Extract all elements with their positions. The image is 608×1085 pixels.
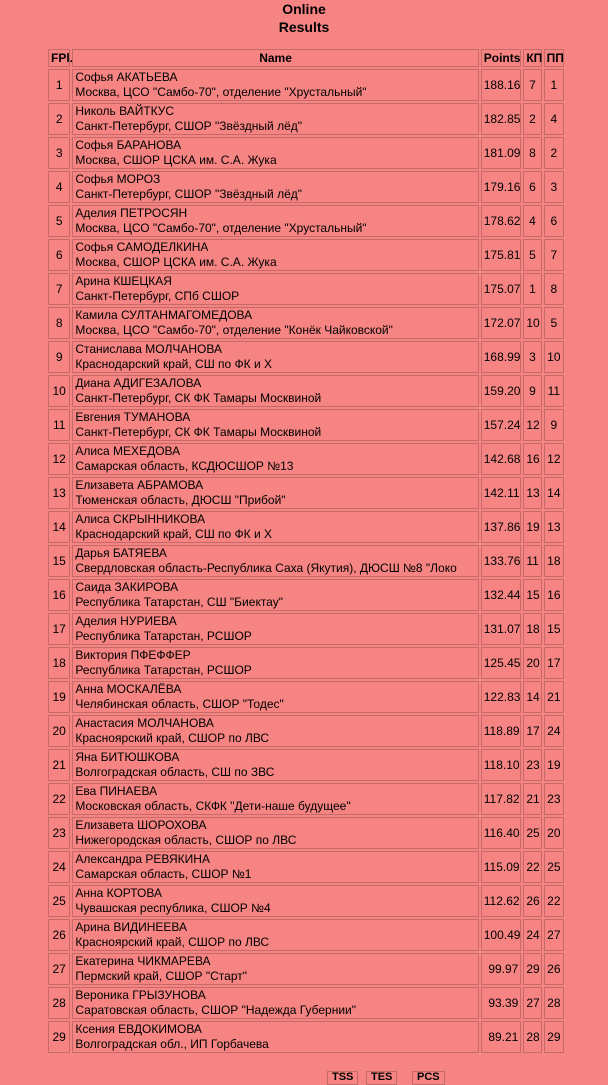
pp-cell: 6 bbox=[544, 205, 564, 237]
fpl-cell: 26 bbox=[48, 919, 70, 951]
col-pp-header: ПП bbox=[544, 49, 564, 67]
table-row bbox=[48, 919, 564, 951]
points-cell: 93.39 bbox=[481, 987, 522, 1019]
points-cell: 142.11 bbox=[481, 477, 522, 509]
name-cell bbox=[72, 171, 478, 203]
pp-cell: 27 bbox=[544, 919, 564, 951]
header-results: Results bbox=[278, 19, 330, 35]
skater-name[interactable]: Ксения ЕВДОКИМОВА bbox=[75, 1022, 202, 1036]
fpl-cell: 17 bbox=[48, 613, 70, 645]
kp-cell: 19 bbox=[523, 511, 541, 543]
pp-cell: 11 bbox=[544, 375, 564, 407]
kp-cell: 18 bbox=[523, 613, 541, 645]
fpl-cell: 9 bbox=[48, 341, 70, 373]
table-row bbox=[48, 715, 564, 747]
kp-cell: 25 bbox=[523, 817, 541, 849]
pp-cell: 25 bbox=[544, 851, 564, 883]
fpl-cell: 25 bbox=[48, 885, 70, 917]
fpl-cell: 3 bbox=[48, 137, 70, 169]
col-fpl-header: FPl. bbox=[48, 49, 70, 67]
fpl-cell: 2 bbox=[48, 103, 70, 135]
name-cell bbox=[72, 409, 478, 441]
name-cell bbox=[72, 953, 478, 985]
pp-cell: 8 bbox=[544, 273, 564, 305]
points-cell: 142.68 bbox=[481, 443, 522, 475]
fpl-cell: 5 bbox=[48, 205, 70, 237]
fpl-cell: 27 bbox=[48, 953, 70, 985]
kp-cell: 16 bbox=[523, 443, 541, 475]
skater-club: Республика Татарстан, СШ "Биектау" bbox=[75, 595, 283, 609]
pp-cell: 19 bbox=[544, 749, 564, 781]
fpl-cell: 29 bbox=[48, 1021, 70, 1053]
skater-club: Москва, СШОР ЦСКА им. С.А. Жука bbox=[75, 153, 277, 167]
pp-cell: 13 bbox=[544, 511, 564, 543]
points-cell: 118.89 bbox=[481, 715, 522, 747]
points-cell: 117.82 bbox=[481, 783, 522, 815]
skater-club: Санкт-Петербург, СК ФК Тамары Москвиной bbox=[75, 425, 322, 439]
table-row bbox=[48, 987, 564, 1019]
name-cell bbox=[72, 307, 478, 339]
name-cell bbox=[72, 545, 478, 577]
pp-cell: 4 bbox=[544, 103, 564, 135]
skater-club: Санкт-Петербург, СК ФК Тамары Москвиной bbox=[75, 391, 322, 405]
fpl-cell: 21 bbox=[48, 749, 70, 781]
points-cell: 116.40 bbox=[481, 817, 522, 849]
name-cell bbox=[72, 783, 478, 815]
skater-name[interactable]: Аделия ПЕТРОСЯН bbox=[75, 206, 188, 220]
points-cell: 137.86 bbox=[481, 511, 522, 543]
table-row bbox=[48, 579, 564, 611]
pp-cell: 21 bbox=[544, 681, 564, 713]
skater-club: Республика Татарстан, РСШОР bbox=[75, 663, 252, 677]
skater-club: Самарская область, СШОР №1 bbox=[75, 867, 252, 881]
skater-name[interactable]: Софья БАРАНОВА bbox=[75, 138, 182, 152]
name-cell bbox=[72, 1021, 478, 1053]
points-cell: 118.10 bbox=[481, 749, 522, 781]
kp-cell: 27 bbox=[523, 987, 541, 1019]
skater-club: Санкт-Петербург, СШОР "Звёздный лёд" bbox=[75, 119, 303, 133]
skater-name[interactable]: Софья МОРОЗ bbox=[75, 172, 161, 186]
kp-cell: 21 bbox=[523, 783, 541, 815]
skater-name[interactable]: Вероника ГРЫЗУНОВА bbox=[75, 988, 206, 1002]
pp-cell: 7 bbox=[544, 239, 564, 271]
points-cell: 178.62 bbox=[481, 205, 522, 237]
skater-club: Пермский край, СШОР "Старт" bbox=[75, 969, 247, 983]
table-row bbox=[48, 307, 564, 339]
pp-cell: 28 bbox=[544, 987, 564, 1019]
table-row bbox=[48, 613, 564, 645]
table-row bbox=[48, 817, 564, 849]
fpl-cell: 13 bbox=[48, 477, 70, 509]
kp-cell: 11 bbox=[523, 545, 541, 577]
points-cell: 115.09 bbox=[481, 851, 522, 883]
table-row bbox=[48, 205, 564, 237]
skater-name[interactable]: Яна БИТЮШКОВА bbox=[75, 750, 180, 764]
table-row bbox=[48, 273, 564, 305]
skater-name[interactable]: Екатерина ЧИКМАРЕВА bbox=[75, 954, 211, 968]
points-cell: 89.21 bbox=[481, 1021, 522, 1053]
skater-name[interactable]: Елизавета ШОРОХОВА bbox=[75, 818, 207, 832]
pp-cell: 16 bbox=[544, 579, 564, 611]
name-cell bbox=[72, 69, 478, 101]
fpl-cell: 22 bbox=[48, 783, 70, 815]
skater-name[interactable]: Дарья БАТЯЕВА bbox=[75, 546, 167, 560]
table-row bbox=[48, 647, 564, 679]
tes-link[interactable]: TES bbox=[366, 1071, 397, 1085]
skater-club: Саратовская область, СШОР "Надежда Губернии" bbox=[75, 1003, 357, 1017]
skater-name[interactable]: Анна МОСКАЛЁВА bbox=[75, 682, 182, 696]
points-cell: 182.85 bbox=[481, 103, 522, 135]
fpl-cell: 6 bbox=[48, 239, 70, 271]
table-row bbox=[48, 783, 564, 815]
skater-club: Санкт-Петербург, СПб СШОР bbox=[75, 289, 240, 303]
table-row bbox=[48, 69, 564, 101]
skater-club: Республика Татарстан, РСШОР bbox=[75, 629, 252, 643]
fpl-cell: 19 bbox=[48, 681, 70, 713]
name-cell bbox=[72, 103, 478, 135]
skater-club: Волгоградская обл., ИП Горбачева bbox=[75, 1037, 269, 1051]
pp-cell: 9 bbox=[544, 409, 564, 441]
name-cell bbox=[72, 749, 478, 781]
col-name-header: Name bbox=[72, 49, 478, 67]
skater-name[interactable]: Арина КШЕЦКАЯ bbox=[75, 274, 172, 288]
pp-cell: 23 bbox=[544, 783, 564, 815]
kp-cell: 2 bbox=[523, 103, 541, 135]
skater-club: Самарская область, КСДЮСШОР №13 bbox=[75, 459, 294, 473]
name-cell bbox=[72, 477, 478, 509]
kp-cell: 13 bbox=[523, 477, 541, 509]
skater-club: Москва, ЦСО "Самбо-70", отделение "Хрустальный" bbox=[75, 221, 367, 235]
pcs-link[interactable]: PCS bbox=[412, 1071, 445, 1085]
name-cell bbox=[72, 375, 478, 407]
name-cell bbox=[72, 885, 478, 917]
skater-club: Волгоградская область, СШ по ЗВС bbox=[75, 765, 275, 779]
col-points-header: Points bbox=[481, 49, 522, 67]
points-cell: 100.49 bbox=[481, 919, 522, 951]
pp-cell: 26 bbox=[544, 953, 564, 985]
name-cell bbox=[72, 579, 478, 611]
fpl-cell: 24 bbox=[48, 851, 70, 883]
points-cell: 159.20 bbox=[481, 375, 522, 407]
name-cell bbox=[72, 443, 478, 475]
bottom-link-bar bbox=[0, 1068, 608, 1083]
points-cell: 133.76 bbox=[481, 545, 522, 577]
table-row bbox=[48, 885, 564, 917]
pp-cell: 20 bbox=[544, 817, 564, 849]
kp-cell: 17 bbox=[523, 715, 541, 747]
table-row bbox=[48, 511, 564, 543]
skater-name[interactable]: Камила СУЛТАНМАГОМЕДОВА bbox=[75, 308, 253, 322]
skater-club: Свердловская область-Республика Саха (Якутия), ДЮСШ №8 "Локо bbox=[75, 561, 457, 575]
table-row bbox=[48, 341, 564, 373]
skater-club: Челябинская область, СШОР "Тодес" bbox=[75, 697, 284, 711]
skater-name[interactable]: Ева ПИНАЕВА bbox=[75, 784, 158, 798]
fpl-cell: 15 bbox=[48, 545, 70, 577]
pp-cell: 3 bbox=[544, 171, 564, 203]
table-row bbox=[48, 103, 564, 135]
table-row bbox=[48, 953, 564, 985]
skater-club: Санкт-Петербург, СШОР "Звёздный лёд" bbox=[75, 187, 303, 201]
col-kp-header: КП bbox=[523, 49, 541, 67]
fpl-cell: 8 bbox=[48, 307, 70, 339]
pp-cell: 17 bbox=[544, 647, 564, 679]
fpl-cell: 12 bbox=[48, 443, 70, 475]
fpl-cell: 7 bbox=[48, 273, 70, 305]
fpl-cell: 11 bbox=[48, 409, 70, 441]
pp-cell: 2 bbox=[544, 137, 564, 169]
skater-club: Красноярский край, СШОР по ЛВС bbox=[75, 935, 270, 949]
pp-cell: 10 bbox=[544, 341, 564, 373]
kp-cell: 14 bbox=[523, 681, 541, 713]
points-cell: 175.81 bbox=[481, 239, 522, 271]
table-row bbox=[48, 171, 564, 203]
skater-club: Нижегородская область, СШОР по ЛВС bbox=[75, 833, 297, 847]
skater-name[interactable]: Арина ВИДИНЕЕВА bbox=[75, 920, 188, 934]
fpl-cell: 28 bbox=[48, 987, 70, 1019]
name-cell bbox=[72, 613, 478, 645]
pp-cell: 29 bbox=[544, 1021, 564, 1053]
skater-name[interactable]: Анастасия МОЛЧАНОВА bbox=[75, 716, 214, 730]
points-cell: 172.07 bbox=[481, 307, 522, 339]
results-table bbox=[46, 47, 566, 1055]
name-cell bbox=[72, 851, 478, 883]
pp-cell: 22 bbox=[544, 885, 564, 917]
skater-club: Москва, СШОР ЦСКА им. С.А. Жука bbox=[75, 255, 277, 269]
pp-cell: 18 bbox=[544, 545, 564, 577]
name-cell bbox=[72, 919, 478, 951]
fpl-cell: 14 bbox=[48, 511, 70, 543]
name-cell bbox=[72, 273, 478, 305]
points-cell: 179.16 bbox=[481, 171, 522, 203]
table-row bbox=[48, 749, 564, 781]
name-cell bbox=[72, 817, 478, 849]
points-cell: 157.24 bbox=[481, 409, 522, 441]
skater-club: Москва, ЦСО "Самбо-70", отделение "Хрустальный" bbox=[75, 85, 367, 99]
points-cell: 132.44 bbox=[481, 579, 522, 611]
skater-name[interactable]: Анна КОРТОВА bbox=[75, 886, 162, 900]
kp-cell: 24 bbox=[523, 919, 541, 951]
name-cell bbox=[72, 647, 478, 679]
name-cell bbox=[72, 987, 478, 1019]
table-row bbox=[48, 477, 564, 509]
pp-cell: 1 bbox=[544, 69, 564, 101]
points-cell: 181.09 bbox=[481, 137, 522, 169]
kp-cell: 6 bbox=[523, 171, 541, 203]
skater-club: Тюменская область, ДЮСШ "Прибой" bbox=[75, 493, 286, 507]
points-cell: 125.45 bbox=[481, 647, 522, 679]
table-row bbox=[48, 681, 564, 713]
skater-name[interactable]: Александра РЕВЯКИНА bbox=[75, 852, 210, 866]
kp-cell: 9 bbox=[523, 375, 541, 407]
pp-cell: 15 bbox=[544, 613, 564, 645]
fpl-cell: 20 bbox=[48, 715, 70, 747]
fpl-cell: 16 bbox=[48, 579, 70, 611]
name-cell bbox=[72, 511, 478, 543]
fpl-cell: 10 bbox=[48, 375, 70, 407]
kp-cell: 22 bbox=[523, 851, 541, 883]
skater-name[interactable]: Софья САМОДЕЛКИНА bbox=[75, 240, 209, 254]
pp-cell: 12 bbox=[544, 443, 564, 475]
kp-cell: 4 bbox=[523, 205, 541, 237]
kp-cell: 8 bbox=[523, 137, 541, 169]
skater-club: Чувашская республика, СШОР №4 bbox=[75, 901, 271, 915]
kp-cell: 28 bbox=[523, 1021, 541, 1053]
fpl-cell: 18 bbox=[48, 647, 70, 679]
name-cell bbox=[72, 341, 478, 373]
pp-cell: 5 bbox=[544, 307, 564, 339]
table-row bbox=[48, 409, 564, 441]
skater-club: Краснодарский край, СШ по ФК и Х bbox=[75, 527, 273, 541]
skater-club: Московская область, СКФК "Дети-наше будущее" bbox=[75, 799, 351, 813]
name-cell bbox=[72, 715, 478, 747]
skater-name[interactable]: Аделия НУРИЕВА bbox=[75, 614, 177, 628]
table-row bbox=[48, 137, 564, 169]
kp-cell: 12 bbox=[523, 409, 541, 441]
fpl-cell: 23 bbox=[48, 817, 70, 849]
skater-name[interactable]: Евгения ТУМАНОВА bbox=[75, 410, 191, 424]
skater-name[interactable]: Алиса МЕХЕДОВА bbox=[75, 444, 181, 458]
points-cell: 131.07 bbox=[481, 613, 522, 645]
name-cell bbox=[72, 137, 478, 169]
skater-name[interactable]: Елизавета АБРАМОВА bbox=[75, 478, 204, 492]
skater-name[interactable]: Алиса СКРЫННИКОВА bbox=[75, 512, 206, 526]
pp-cell: 14 bbox=[544, 477, 564, 509]
pp-cell: 24 bbox=[544, 715, 564, 747]
kp-cell: 20 bbox=[523, 647, 541, 679]
fpl-cell: 1 bbox=[48, 69, 70, 101]
skater-name[interactable]: Станислава МОЛЧАНОВА bbox=[75, 342, 222, 356]
kp-cell: 29 bbox=[523, 953, 541, 985]
table-row bbox=[48, 443, 564, 475]
points-cell: 168.99 bbox=[481, 341, 522, 373]
points-cell: 175.07 bbox=[481, 273, 522, 305]
kp-cell: 3 bbox=[523, 341, 541, 373]
skater-name[interactable]: Виктория ПФЕФФЕР bbox=[75, 648, 191, 662]
points-cell: 112.62 bbox=[481, 885, 522, 917]
table-row bbox=[48, 545, 564, 577]
tss-link[interactable]: TSS bbox=[327, 1071, 358, 1085]
name-cell bbox=[72, 681, 478, 713]
table-row bbox=[48, 239, 564, 271]
kp-cell: 23 bbox=[523, 749, 541, 781]
skater-name[interactable]: Софья АКАТЬЕВА bbox=[75, 70, 178, 84]
header-online: Online bbox=[282, 1, 326, 17]
points-cell: 122.83 bbox=[481, 681, 522, 713]
table-row bbox=[48, 1021, 564, 1053]
skater-club: Москва, ЦСО "Самбо-70", отделение "Конёк Чайковской" bbox=[75, 323, 393, 337]
skater-club: Красноярский край, СШОР по ЛВС bbox=[75, 731, 270, 745]
table-row bbox=[48, 851, 564, 883]
points-cell: 188.16 bbox=[481, 69, 522, 101]
points-cell: 99.97 bbox=[481, 953, 522, 985]
kp-cell: 10 bbox=[523, 307, 541, 339]
page-header bbox=[0, 0, 608, 36]
skater-name[interactable]: Диана АДИГЕЗАЛОВА bbox=[75, 376, 202, 390]
kp-cell: 7 bbox=[523, 69, 541, 101]
fpl-cell: 4 bbox=[48, 171, 70, 203]
table-header-row bbox=[48, 49, 564, 67]
name-cell bbox=[72, 205, 478, 237]
skater-name[interactable]: Саида ЗАКИРОВА bbox=[75, 580, 179, 594]
skater-name[interactable]: Николь ВАЙТКУС bbox=[75, 104, 175, 118]
table-row bbox=[48, 375, 564, 407]
name-cell bbox=[72, 239, 478, 271]
kp-cell: 5 bbox=[523, 239, 541, 271]
skater-club: Краснодарский край, СШ по ФК и Х bbox=[75, 357, 273, 371]
kp-cell: 26 bbox=[523, 885, 541, 917]
kp-cell: 15 bbox=[523, 579, 541, 611]
kp-cell: 1 bbox=[523, 273, 541, 305]
